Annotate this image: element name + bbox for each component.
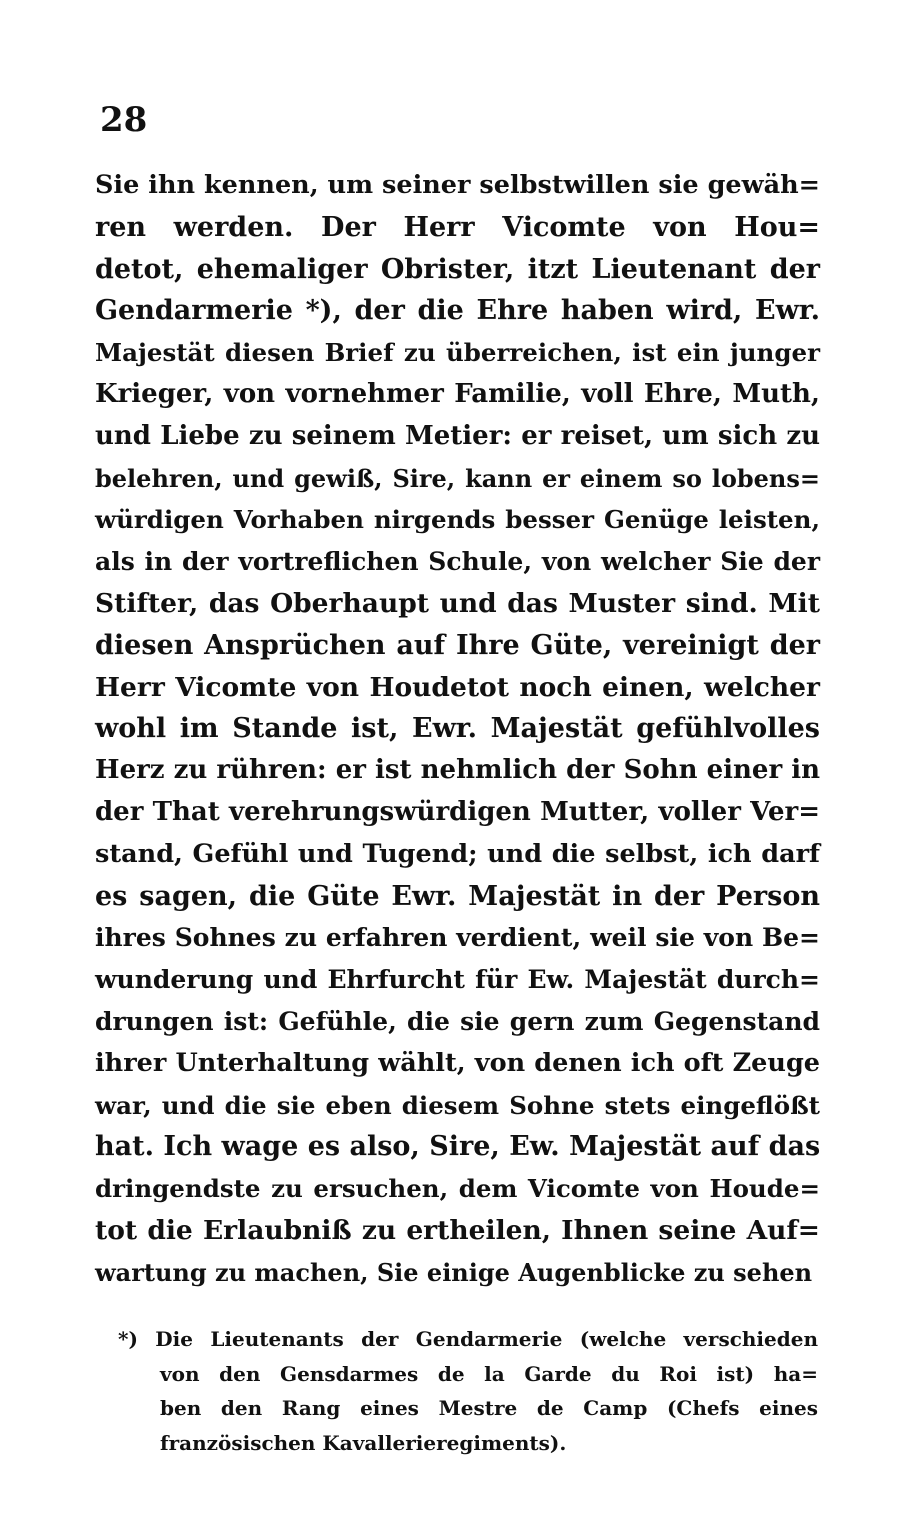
footnote-line: ben den Rang eines Mestre de Camp (Chefs eines [160, 1396, 818, 1420]
text-line: und Liebe zu seinem Metier: er reiset, um sich zu [95, 420, 820, 451]
text-line: ren werden. Der Herr Vicomte von Hou= [95, 211, 820, 243]
text-line: wohl im Stande ist, Ewr. Majestät gefühlvolles [95, 713, 820, 745]
text-line: diesen Ansprüchen auf Ihre Güte, vereinigt der [95, 629, 820, 661]
body-text [95, 165, 820, 1294]
text-line: der That verehrungswürdigen Mutter, voller Ver= [95, 796, 820, 827]
page-number: 28 [100, 100, 148, 140]
text-line: Majestät diesen Brief zu überreichen, ist ein junger [95, 338, 820, 368]
text-line: ihres Sohnes zu erfahren verdient, weil sie von Be= [95, 923, 820, 953]
text-line: wunderung und Ehrfurcht für Ew. Majestät durch= [95, 965, 820, 995]
text-line: als in der vortreflichen Schule, von welcher Sie der [95, 547, 820, 577]
text-line: hat. Ich wage es also, Sire, Ew. Majestät auf das [95, 1131, 821, 1163]
text-line: stand, Gefühl und Tugend; und die selbst, ich darf [95, 838, 820, 869]
text-line: belehren, und gewiß, Sire, kann er einem so lobens= [95, 463, 820, 493]
footnote-line: von den Gensdarmes de la Garde du Roi ist) ha= [160, 1361, 818, 1386]
text-line: tot die Erlaubniß zu ertheilen, Ihnen seine Auf= [95, 1214, 820, 1246]
text-line: drungen ist: Gefühle, die sie gern zum Gegenstand [95, 1006, 820, 1036]
text-line: Sie ihn kennen, um seiner selbstwillen sie gewäh= [95, 170, 820, 200]
text-line: es sagen, die Güte Ewr. Majestät in der Person [95, 880, 820, 912]
text-line: war, und die sie eben diesem Sohne stets eingeflößt [95, 1090, 820, 1120]
text-line: ihrer Unterhaltung wählt, von denen ich oft Zeuge [95, 1047, 820, 1078]
text-line: würdigen Vorhaben nirgends besser Genüge leisten, [95, 505, 820, 535]
text-line: Gendarmerie *), der die Ehre haben wird, Ewr. [95, 295, 820, 327]
footnote-line: französischen Kavallerieregiments). [160, 1430, 567, 1455]
text-line: Herz zu rühren: er ist nehmlich der Sohn einer in [95, 755, 820, 786]
text-line: wartung zu machen, Sie einige Augenblicke zu sehen [95, 1257, 813, 1287]
footnote [118, 1322, 818, 1460]
text-line: detot, ehemaliger Obrister, itzt Lieutenant der [95, 253, 820, 285]
text-line: dringendste zu ersuchen, dem Vicomte von Houde= [95, 1174, 820, 1204]
text-line: Krieger, von vornehmer Familie, voll Ehre, Muth, [95, 378, 820, 409]
text-line: Herr Vicomte von Houdetot noch einen, welcher [95, 671, 820, 703]
footnote-line: *) Die Lieutenants der Gendarmerie (welche verschieden [118, 1327, 818, 1351]
text-line: Stifter, das Oberhaupt und das Muster sind. Mit [95, 587, 820, 619]
